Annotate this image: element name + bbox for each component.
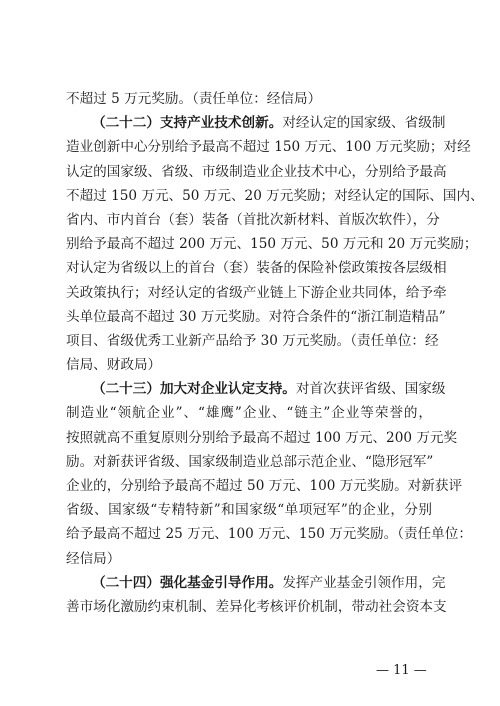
document-body — [66, 87, 484, 619]
paragraph-first-line — [66, 571, 446, 595]
paragraph-first-line — [66, 377, 446, 401]
paragraph-line: 关政策执行；对经认定的省级产业链上下游企业共同体，给予牵 — [66, 284, 447, 301]
paragraph-text: 对经认定的国家级、省级制 — [282, 115, 446, 132]
paragraph-line: 信局、财政局） — [66, 357, 162, 374]
paragraph-line: 励。对新获评省级、国家级制造业总部示范企业、“隐形冠军” — [66, 453, 434, 470]
paragraph-line: 不超过 150 万元、50 万元、20 万元奖励；对经认定的国际、国内、 — [66, 187, 484, 204]
paragraph-line: 省级、国家级“专精特新”和国家级“单项冠军”的企业，分别 — [66, 502, 432, 519]
paragraph-line: 不超过 5 万元奖励。（责任单位：经信局） — [66, 91, 322, 107]
paragraph-line: 对认定为省级以上的首台（套）装备的保险补偿政策按各层级相 — [66, 260, 447, 277]
paragraph-line: 别给予最高不超过 200 万元、150 万元、50 万元和 20 万元奖励； — [66, 236, 478, 253]
paragraph-text: 对首次获评省级、国家级 — [295, 381, 446, 398]
paragraph-text: 发挥产业基金引领作用，完 — [282, 574, 446, 591]
paragraph-line: 头单位最高不超过 30 万元奖励。对符合条件的“浙江制造精品” — [66, 308, 446, 325]
page-number: — 11 — — [376, 663, 427, 678]
paragraph-line: 善市场化激励约束机制、差异化考核评价机制，带动社会资本支 — [66, 598, 447, 615]
paragraph-line: 项目、省级优秀工业新产品给予 30 万元奖励。（责任单位：经 — [66, 332, 439, 349]
paragraph-line: 经信局） — [66, 550, 121, 567]
paragraph-line: 企业的，分别给予最高不超过 50 万元、100 万元奖励。对新获评 — [66, 478, 463, 494]
paragraph-line: 给予最高不超过 25 万元、100 万元、150 万元奖励。（责任单位： — [66, 526, 472, 543]
section-heading: （二十四）强化基金引导作用。 — [92, 574, 283, 591]
section-heading: （二十二）支持产业技术创新。 — [92, 115, 283, 132]
section-heading: （二十三）加大对企业认定支持。 — [92, 381, 296, 398]
paragraph-line: 省内、市内首台（套）装备（首批次新材料、首版次软件），分 — [66, 211, 440, 228]
paragraph-line: 认定的国家级、省级、市级制造业企业技术中心，分别给予最高 — [66, 163, 447, 180]
paragraph-first-line — [66, 111, 446, 135]
paragraph-line: 造业创新中心分别给予最高不超过 150 万元、100 万元奖励；对经 — [66, 139, 471, 156]
paragraph-line: 按照就高不重复原则分别给予最高不超过 100 万元、200 万元奖 — [66, 429, 458, 446]
paragraph-line: 制造业“领航企业”、“雄鹰”企业、“链主”企业等荣誉的， — [66, 405, 432, 422]
